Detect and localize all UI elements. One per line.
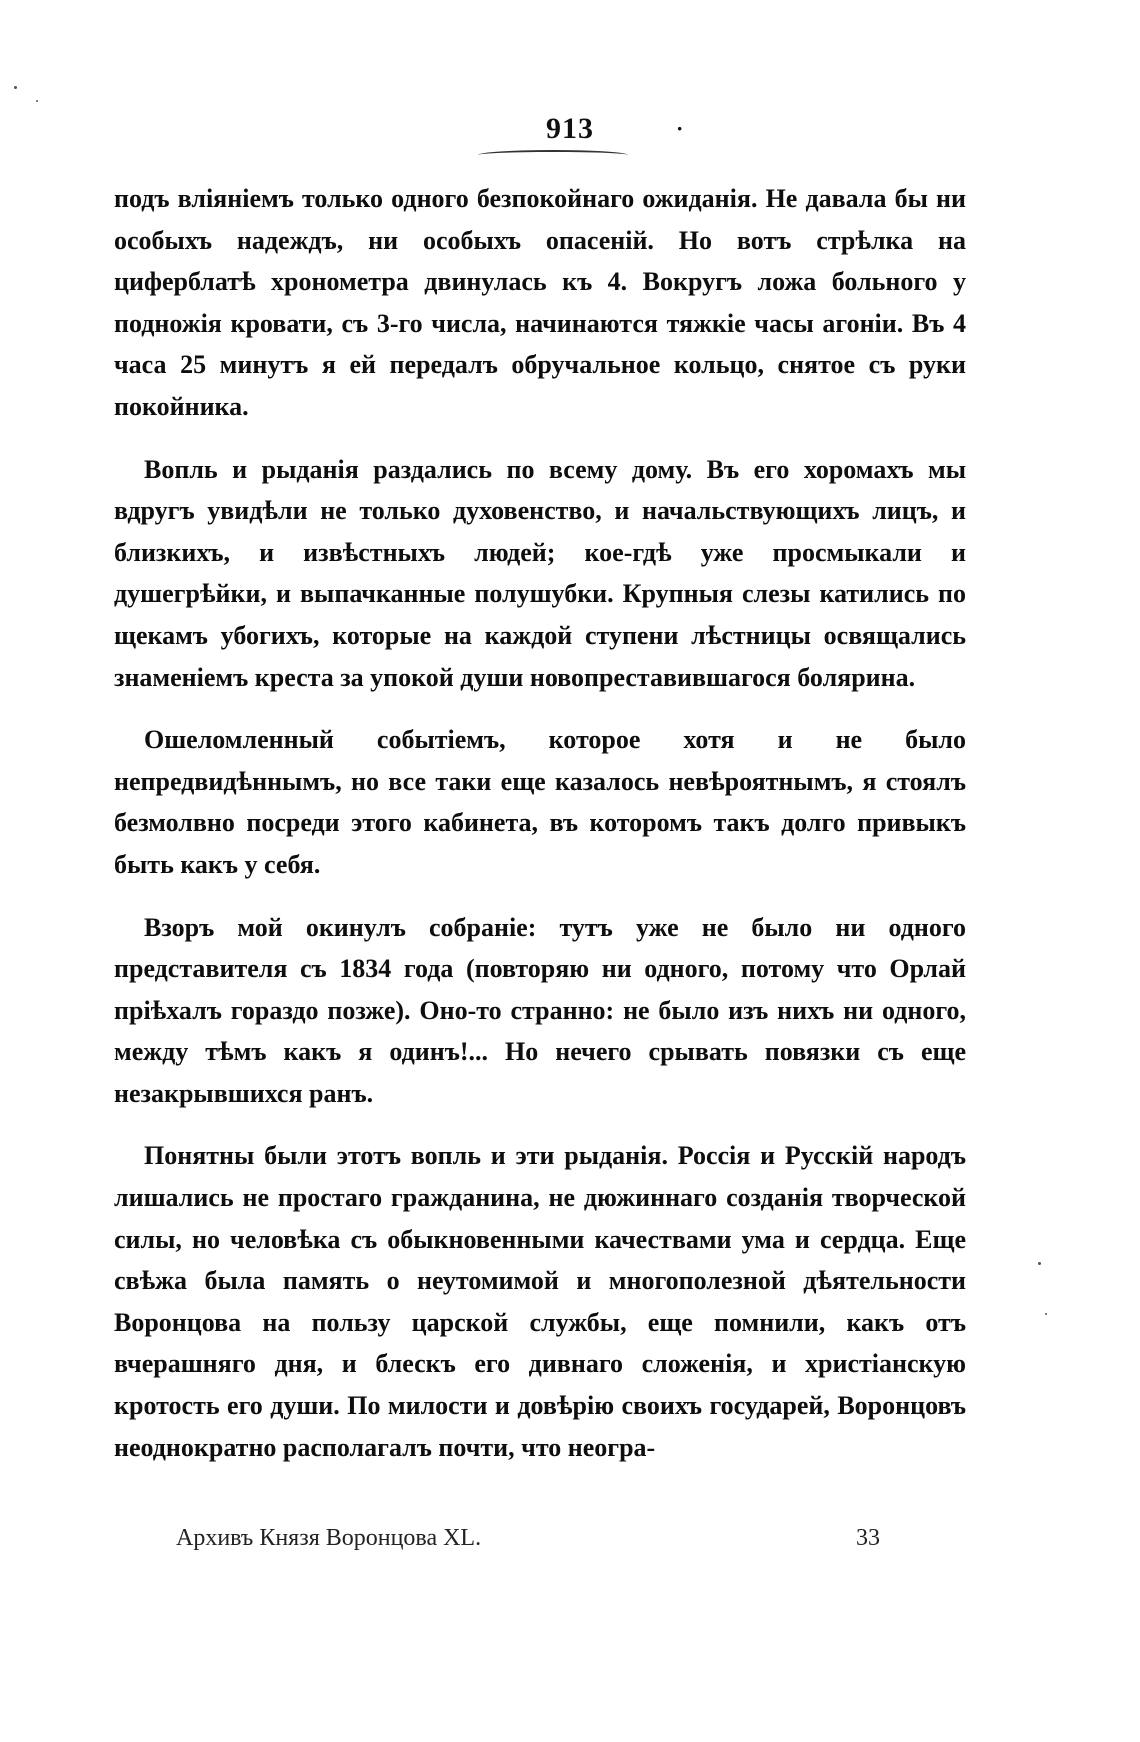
page-number-ornament	[478, 150, 628, 160]
scan-speck	[1038, 1262, 1041, 1265]
page-mark: ·	[676, 116, 684, 141]
paragraph: Вопль и рыданія раздались по всему дому. Въ его хоромахъ мы вдругъ увидѣли не только духовенство, и начальствующихъ лицъ, и близкихъ, и извѣстныхъ людей; кое-гдѣ уже просмыкали и душегрѣйки, и выпачканные полушубки. Крупныя слезы катились по щекамъ убогихъ, которые на каждой ступени лѣстницы освящались знаменіемъ креста за упокой души новопреставившагося болярина.	[114, 454, 966, 692]
body-text	[114, 178, 966, 1489]
paragraph: Взоръ мой окинулъ собраніе: тутъ уже не было ни одного представителя съ 1834 года (повторяю ни одного, потому что Орлай пріѣхалъ гораздо позже). Оно-то странно: не было изъ нихъ ни одного, между тѣмъ какъ я одинъ!... Но нечего срывать повязки съ еще незакрывшихся ранъ.	[114, 912, 966, 1108]
paragraph: Ошеломленный событіемъ, которое хотя и не было непредвидѣннымъ, но все таки еще казалось невѣроятнымъ, я стоялъ безмолвно посреди этого кабинета, въ которомъ такъ долго привыкъ быть какъ у себя.	[114, 725, 966, 879]
paragraph: Понятны были этотъ вопль и эти рыданія. Россія и Русскій народъ лишались не простаго гражданина, не дюжиннаго созданія творческой силы, но человѣка съ обыкновенными качествами ума и сердца. Еще свѣжа была память о неутомимой и многополезной дѣятельности Воронцова на пользу царской службы, еще помнили, какъ отъ вчерашняго дня, и блескъ его дивнаго сложенія, и христіанскую кротость его души. По милости и довѣрію своихъ государей, Воронцовъ неоднократно располагалъ почти, что неогра-	[114, 1141, 966, 1462]
sheet-number: 33	[856, 1525, 880, 1551]
paragraph: подъ вліяніемъ только одного безпокойнаго ожиданія. Не давала бы ни особыхъ надеждъ, ни особыхъ опасеній. Но вотъ стрѣлка на циферблатѣ хронометра двинулась къ 4. Вокругъ ложа больного у подножія кровати, съ 3-го числа, начинаются тяжкіе часы агоніи. Въ 4 часа 25 минутъ я ей передалъ обручальное кольцо, снятое съ руки покойника.	[114, 184, 966, 421]
archive-title: Архивъ Князя Воронцова XL.	[176, 1525, 482, 1551]
page-number: 913	[546, 112, 594, 145]
scan-speck	[1045, 1313, 1047, 1315]
scan-speck	[14, 86, 17, 89]
scan-speck	[36, 100, 38, 102]
